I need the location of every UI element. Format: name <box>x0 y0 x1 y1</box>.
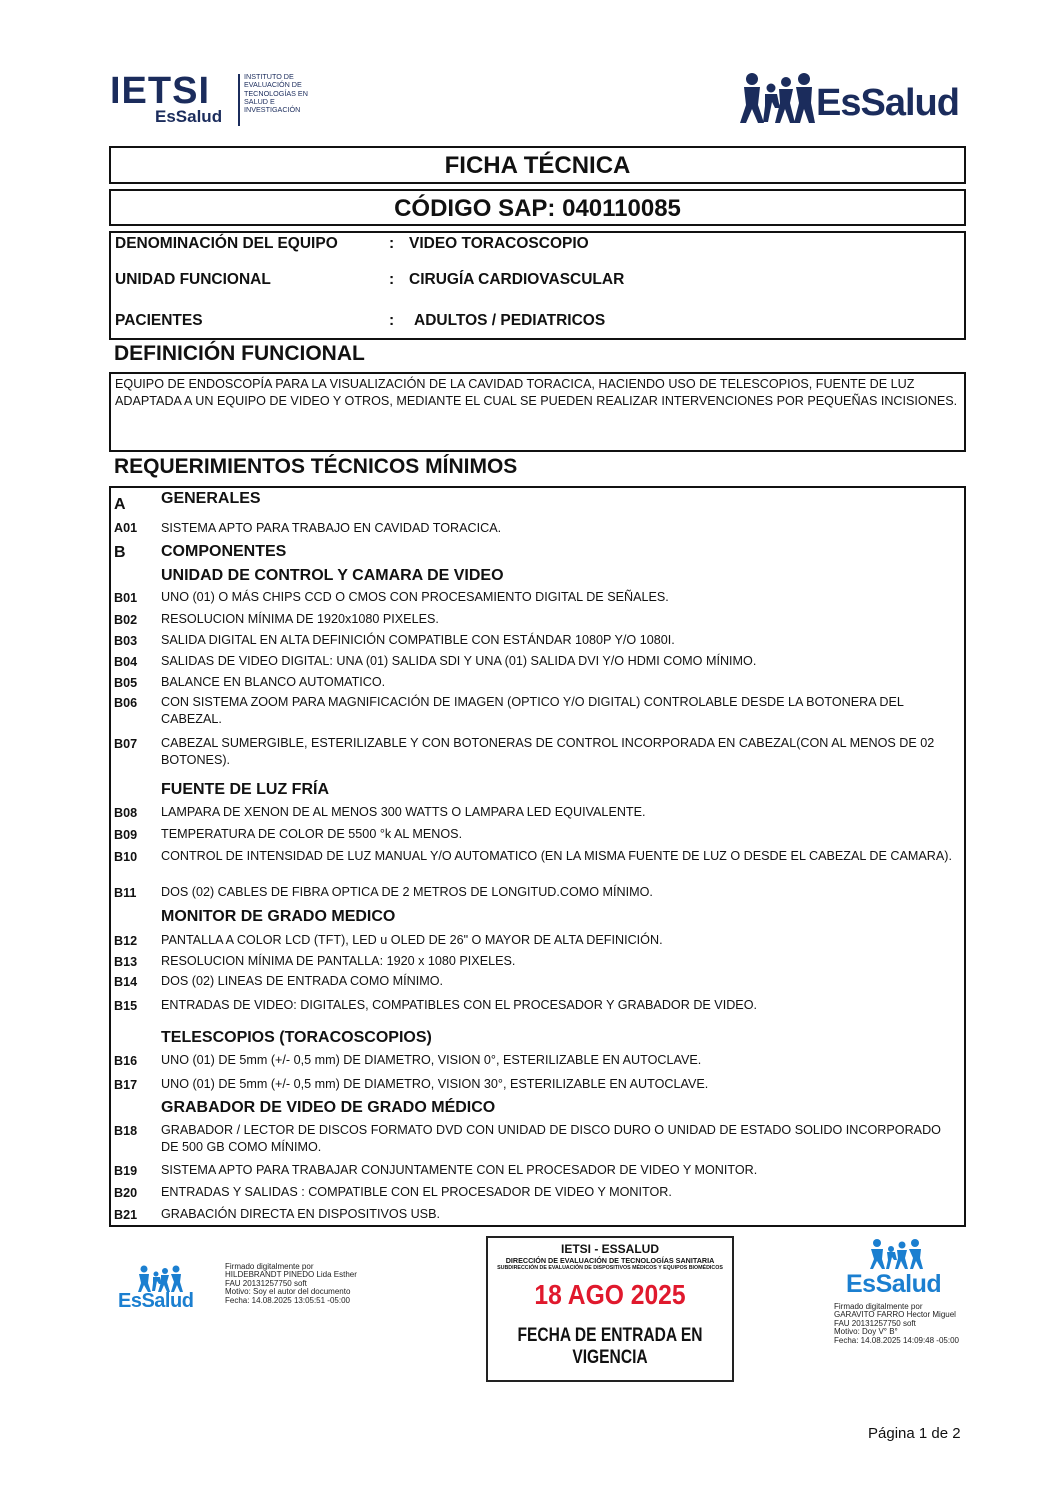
family-figures-icon <box>738 72 818 126</box>
essalud-logo <box>738 72 966 126</box>
subheading-camara: UNIDAD DE CONTROL Y CAMARA DE VIDEO <box>161 567 504 584</box>
subheading-telescopios: TELESCOPIOS (TORACOSCOPIOS) <box>161 1029 432 1046</box>
section-title-requerimientos: REQUERIMIENTOS TÉCNICOS MÍNIMOS <box>114 455 518 478</box>
item-text: CON SISTEMA ZOOM PARA MAGNIFICACIÓN DE IMAGEN (OPTICO Y/O DIGITAL) CONTROLABLE DESDE LA BOTONERA DEL CABEZAL. <box>161 695 904 726</box>
subheading-monitor: MONITOR DE GRADO MEDICO <box>161 908 396 925</box>
footer-logo-right <box>846 1238 942 1302</box>
item-text: RESOLUCION MÍNIMA DE 1920x1080 PIXELES. <box>161 612 439 626</box>
signature-right: Firmado digitalmente por GARAVITO FARRO Hector Miguel FAU 20131257750 soft Motivo: Doy V° B° Fecha: 14.08.2025 14:09:48 -05:00 <box>834 1302 959 1345</box>
item-code: B05 <box>114 676 138 690</box>
ietsi-logo-sub: EsSalud <box>155 107 223 126</box>
info-value: CIRUGÍA CARDIOVASCULAR <box>409 271 625 288</box>
subheading-grabador: GRABADOR DE VIDEO DE GRADO MÉDICO <box>161 1099 496 1116</box>
ietsi-logo-divider <box>238 74 240 126</box>
item-code: B15 <box>114 999 138 1013</box>
footer-logo-left <box>118 1265 198 1317</box>
definicion-text: EQUIPO DE ENDOSCOPÍA PARA LA VISUALIZACIÓN DE LA CAVIDAD TORACICA, HACIENDO USO DE TELESCOPIOS, FUENTE DE LUZ ADAPTADA A UN EQUIPO DE VIDEO Y OTROS, MEDIANTE EL CUAL SE PUEDEN REALIZAR INTERVENCIONES POR PEQUEÑAS INCISIONES. <box>109 372 966 452</box>
family-figures-icon <box>136 1265 216 1293</box>
item-text: GRABACIÓN DIRECTA EN DISPOSITIVOS USB. <box>161 1207 440 1221</box>
item-text: UNO (01) DE 5mm (+/- 0,5 mm) DE DIAMETRO, VISION 30°, ESTERILIZABLE EN AUTOCLAVE. <box>161 1077 709 1091</box>
item-text: CABEZAL SUMERGIBLE, ESTERILIZABLE Y CON BOTONERAS DE CONTROL INCORPORADA EN CABEZAL(CON AL MENOS DE 02 BOTONES). <box>161 736 935 767</box>
item-code: B08 <box>114 806 138 820</box>
info-label: UNIDAD FUNCIONAL <box>115 271 271 288</box>
item-text: UNO (01) O MÁS CHIPS CCD O CMOS CON PROCESAMIENTO DIGITAL DE SEÑALES. <box>161 590 669 604</box>
page-number: Página 1 de 2 <box>868 1425 961 1442</box>
item-text: CONTROL DE INTENSIDAD DE LUZ MANUAL Y/O AUTOMATICO (EN LA MISMA FUENTE DE LUZ O DESDE EL CABEZAL DE CAMARA). <box>161 849 952 863</box>
info-colon: : <box>389 312 395 329</box>
item-text: DOS (02) CABLES DE FIBRA OPTICA DE 2 METROS DE LONGITUD.COMO MÍNIMO. <box>161 885 653 899</box>
item-text: SISTEMA APTO PARA TRABAJAR CONJUNTAMENTE CON EL PROCESADOR DE VIDEO Y MONITOR. <box>161 1163 758 1177</box>
item-code: B04 <box>114 655 138 669</box>
item-text: TEMPERATURA DE COLOR DE 5500 °k AL MENOS. <box>161 827 463 841</box>
item-code: B14 <box>114 975 138 989</box>
item-text: SALIDA DIGITAL EN ALTA DEFINICIÓN COMPATIBLE CON ESTÁNDAR 1080P Y/O 1080I. <box>161 633 675 647</box>
item-text: UNO (01) DE 5mm (+/- 0,5 mm) DE DIAMETRO, VISION 0°, ESTERILIZABLE EN AUTOCLAVE. <box>161 1053 702 1067</box>
family-figures-icon <box>868 1238 928 1270</box>
item-text: BALANCE EN BLANCO AUTOMATICO. <box>161 675 386 689</box>
section-code-b: B <box>114 544 126 561</box>
item-code: A01 <box>114 521 138 535</box>
section-code-a: A <box>114 496 126 513</box>
item-code: B02 <box>114 613 138 627</box>
stamp-line2: DIRECCIÓN DE EVALUACIÓN DE TECNOLOGÍAS SANITARIA <box>505 1256 715 1265</box>
info-label: DENOMINACIÓN DEL EQUIPO <box>115 235 338 252</box>
item-code: B10 <box>114 850 138 864</box>
item-text: ENTRADAS Y SALIDAS : COMPATIBLE CON EL PROCESADOR DE VIDEO Y MONITOR. <box>161 1185 672 1199</box>
item-text: RESOLUCION MÍNIMA DE PANTALLA: 1920 x 1080 PIXELES. <box>161 954 516 968</box>
item-code: B11 <box>114 886 137 900</box>
ietsi-logo-word: IETSI <box>110 70 211 112</box>
section-title-definicion: DEFINICIÓN FUNCIONAL <box>114 342 365 365</box>
validity-stamp <box>486 1236 734 1382</box>
stamp-line3: SUBDIRECCIÓN DE EVALUACIÓN DE DISPOSITIVOS MÉDICOS Y EQUIPOS BIOMÉDICOS <box>497 1265 723 1271</box>
stamp-caption: FECHA DE ENTRADA EN VIGENCIA <box>517 1325 703 1368</box>
item-code: B03 <box>114 634 138 648</box>
sap-code-title: CÓDIGO SAP: 040110085 <box>109 189 966 226</box>
info-label: PACIENTES <box>115 312 203 329</box>
section-heading-generales: GENERALES <box>161 490 261 507</box>
ietsi-logo <box>110 72 325 128</box>
info-colon: : <box>389 235 395 252</box>
item-text: LAMPARA DE XENON DE AL MENOS 300 WATTS O LAMPARA LED EQUIVALENTE. <box>161 805 646 819</box>
info-value: VIDEO TORACOSCOPIO <box>409 235 589 252</box>
item-code: B20 <box>114 1186 138 1200</box>
item-code: B12 <box>114 934 138 948</box>
item-code: B19 <box>114 1164 138 1178</box>
item-text: SALIDAS DE VIDEO DIGITAL: UNA (01) SALIDA SDI Y UNA (01) SALIDA DVI Y/O HDMI COMO MÍNIMO. <box>161 654 757 668</box>
item-code: B09 <box>114 828 138 842</box>
signature-left: Firmado digitalmente por HILDEBRANDT PINEDO Lida Esther FAU 20131257750 soft Motivo: Soy el autor del documento Fecha: 14.08.2025 13:05:51 -05:00 <box>225 1262 357 1305</box>
stamp-line1: IETSI - ESSALUD <box>560 1242 659 1256</box>
equipment-info-box <box>109 231 966 340</box>
item-code: B18 <box>114 1124 138 1138</box>
item-code: B06 <box>114 696 138 710</box>
item-text: ENTRADAS DE VIDEO: DIGITALES, COMPATIBLES CON EL PROCESADOR Y GRABADOR DE VIDEO. <box>161 998 757 1012</box>
info-colon: : <box>389 271 395 288</box>
section-heading-componentes: COMPONENTES <box>161 543 287 560</box>
item-code: B17 <box>114 1078 138 1092</box>
footer-logo-right-word: EsSalud <box>846 1270 942 1298</box>
item-text: DOS (02) LINEAS DE ENTRADA COMO MÍNIMO. <box>161 974 444 988</box>
item-text: GRABADOR / LECTOR DE DISCOS FORMATO DVD CON UNIDAD DE DISCO DURO O UNIDAD DE ESTADO SOLIDO INCORPORADO DE 500 GB COMO MÍNIMO. <box>161 1123 941 1154</box>
document-title: FICHA TÉCNICA <box>109 146 966 184</box>
ietsi-logo-institute: INSTITUTO DE EVALUACIÓN DE TECNOLOGÍAS EN SALUD E INVESTIGACIÓN <box>244 72 308 115</box>
footer-logo-left-word: EsSalud <box>118 1290 194 1312</box>
item-text: SISTEMA APTO PARA TRABAJO EN CAVIDAD TORACICA. <box>161 521 502 535</box>
item-code: B01 <box>114 591 138 605</box>
requirements-box <box>109 486 966 1227</box>
stamp-date: 18 AGO 2025 <box>534 1279 686 1310</box>
item-code: B07 <box>114 737 138 751</box>
item-text: PANTALLA A COLOR LCD (TFT), LED u OLED DE 26" O MAYOR DE ALTA DEFINICIÓN. <box>161 933 663 947</box>
item-code: B16 <box>114 1054 138 1068</box>
info-value: ADULTOS / PEDIATRICOS <box>414 312 606 329</box>
item-code: B21 <box>114 1208 138 1222</box>
subheading-fuente-luz: FUENTE DE LUZ FRÍA <box>161 781 329 798</box>
essalud-logo-word: EsSalud <box>816 82 959 124</box>
item-code: B13 <box>114 955 138 969</box>
